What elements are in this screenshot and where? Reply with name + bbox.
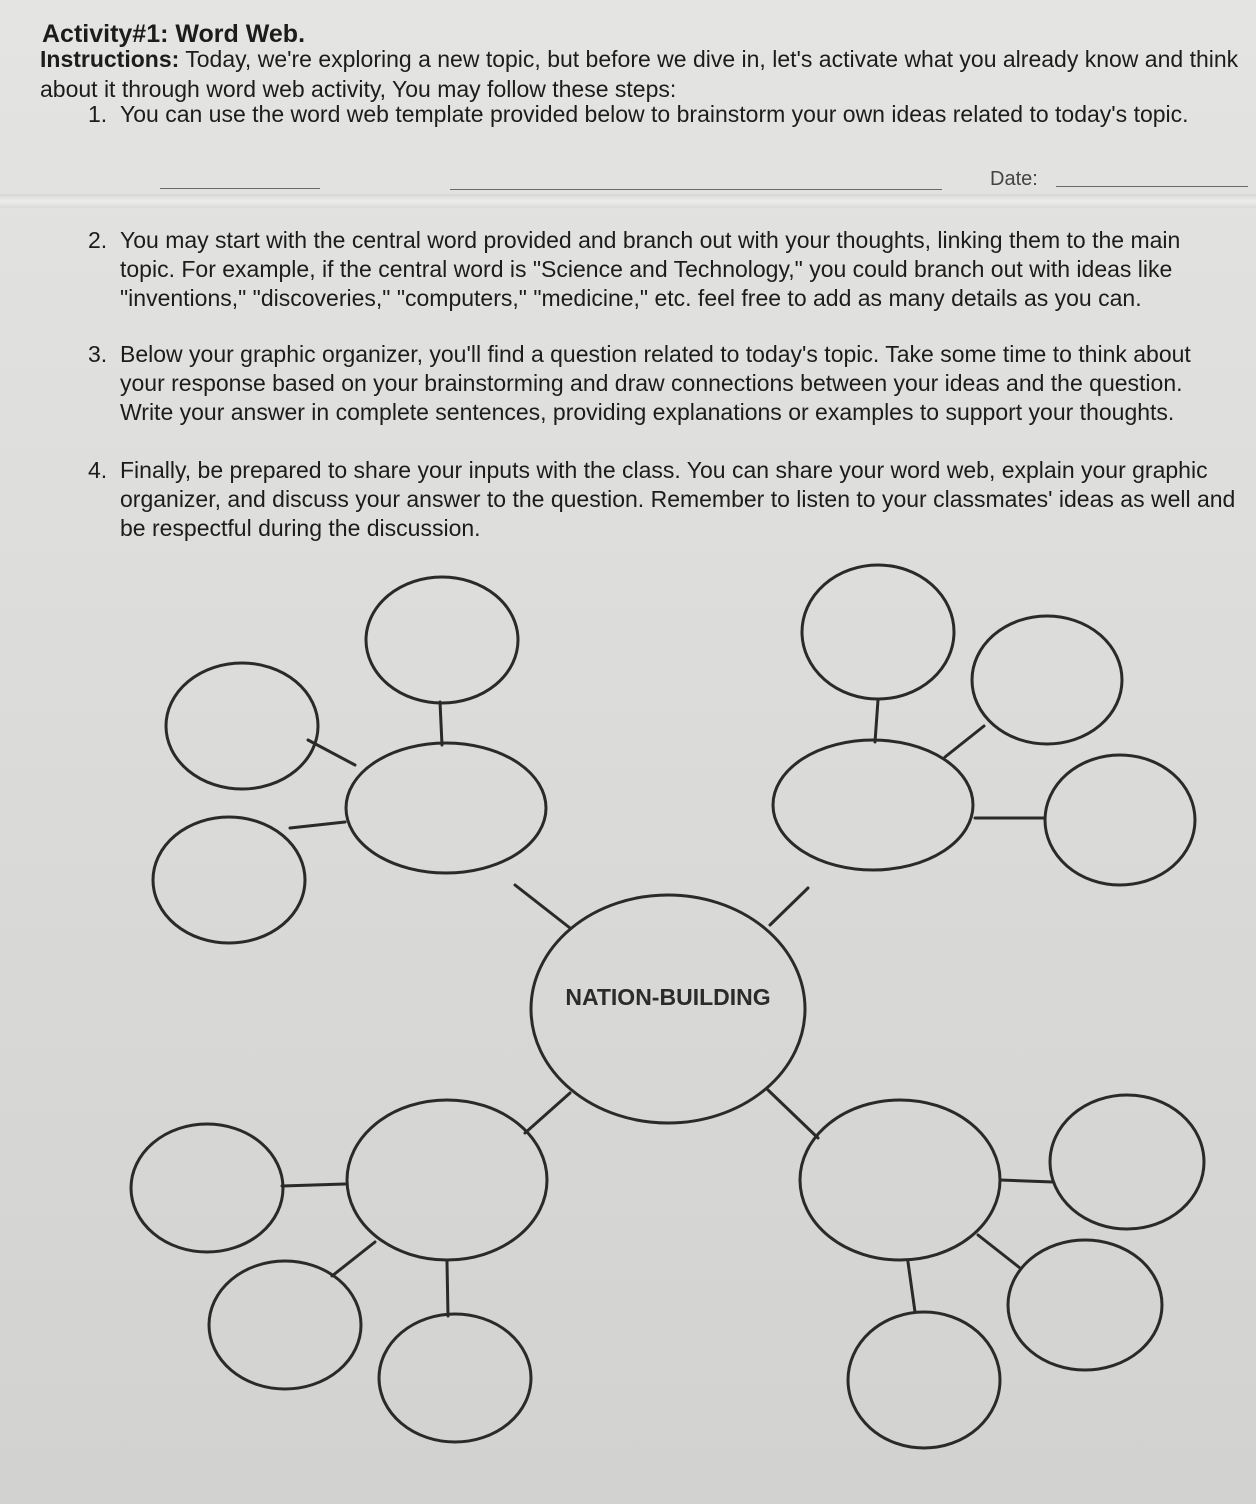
connector-lr-right: [1000, 1180, 1053, 1182]
activity-title: Activity#1: Word Web.: [42, 20, 306, 48]
node-lower-left-main[interactable]: [347, 1100, 547, 1260]
node-upper-right-upper[interactable]: [972, 616, 1122, 744]
node-upper-left-lower[interactable]: [153, 817, 305, 943]
connector-center-to-upper-left: [515, 885, 570, 928]
node-upper-left-main[interactable]: [346, 743, 546, 873]
step-number: 2.: [88, 227, 108, 253]
node-lower-left-lower[interactable]: [209, 1261, 361, 1389]
step-text: Below your graphic organizer, you'll find a question related to today's topic. Take some time to think about your response based on your brainstorming and draw connections between your ideas and the question. Write your answer in complete sentences, providing explanations or examples to support your thoughts.: [120, 341, 1191, 425]
node-lower-left-left[interactable]: [131, 1124, 283, 1252]
node-upper-right-top[interactable]: [802, 565, 954, 699]
node-lower-right-lower[interactable]: [1008, 1240, 1162, 1370]
connector-ul-lower-left: [290, 822, 345, 828]
step-text: Finally, be prepared to share your inputs with the class. You can share your word web, explain your graphic organizer, and discuss your answer to the question. Remember to listen to your classmates' ideas as well and be respectful during the discussion.: [120, 457, 1236, 541]
connector-ll-bottom: [447, 1262, 448, 1316]
step-number: 1.: [88, 101, 108, 127]
node-lower-left-bottom[interactable]: [379, 1314, 531, 1442]
connector-ur-upper-right: [945, 726, 984, 757]
connector-ll-lower-left: [332, 1242, 375, 1276]
node-lower-right-bottom[interactable]: [848, 1312, 1000, 1448]
connector-center-to-lower-left: [525, 1093, 570, 1133]
connector-ul-top: [440, 702, 442, 745]
step-text: You may start with the central word provided and branch out with your thoughts, linking them to the main topic. For example, if the central word is "Science and Technology," you could branch out with ideas like "inventions," "discoveries," "computers," "medicine," etc. feel free to add as many details as you can.: [120, 227, 1181, 311]
node-upper-right-right[interactable]: [1045, 755, 1195, 885]
step-text: You can use the word web template provided below to brainstorm your own ideas related to today's topic.: [120, 101, 1189, 127]
connector-ur-top: [875, 700, 878, 742]
node-upper-right-main[interactable]: [773, 740, 973, 870]
connector-center-to-upper-right: [770, 888, 808, 925]
node-lower-right-right[interactable]: [1050, 1095, 1204, 1229]
instructions-text: Today, we're exploring a new topic, but before we dive in, let's activate what you already know and think about it through word web activity, You may follow these steps:: [40, 46, 1239, 102]
connector-lr-bottom: [908, 1262, 915, 1312]
connector-lr-lower-right: [978, 1235, 1020, 1268]
node-upper-left-left[interactable]: [166, 663, 318, 789]
step-number: 3.: [88, 341, 108, 367]
date-label: Date:: [990, 168, 1038, 190]
instructions-label: Instructions:: [40, 46, 180, 72]
step-number: 4.: [88, 457, 108, 483]
connector-ll-left: [282, 1184, 345, 1186]
connector-center-to-lower-right: [768, 1090, 818, 1138]
node-upper-left-top[interactable]: [366, 577, 518, 703]
center-word: NATION-BUILDING: [565, 984, 771, 1010]
node-lower-right-main[interactable]: [800, 1100, 1000, 1260]
